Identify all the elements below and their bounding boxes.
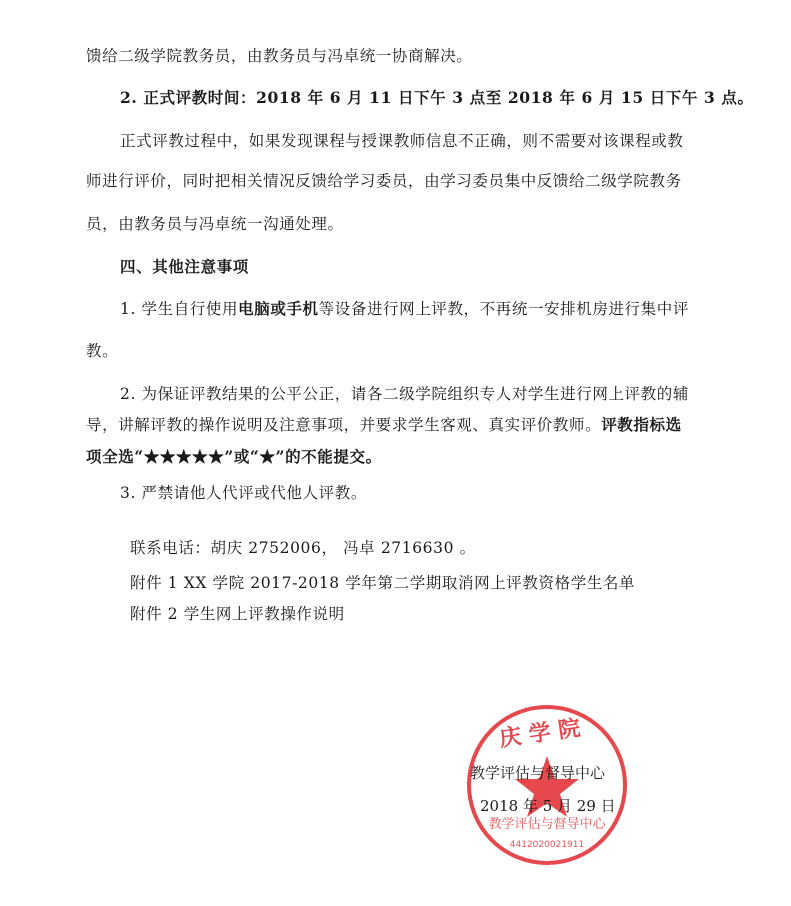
paragraph-line: 项全选“★★★★★”或“★”的不能提交。	[86, 447, 382, 466]
seal-top-text: 庆 学 院	[497, 715, 582, 753]
list-item-3: 3. 严禁请他人代评或代他人评教。	[120, 484, 367, 502]
list-item-text: 1. 学生自行使用	[120, 300, 239, 318]
contact-line: 联系电话：胡庆 2752006， 冯卓 2716630 。	[130, 539, 476, 557]
official-seal	[462, 700, 632, 870]
attachment-1: 附件 1 XX 学院 2017-2018 学年第二学期取消网上评教资格学生名单	[130, 574, 636, 592]
seal-bottom-text: 教学评估与督导中心	[488, 817, 606, 832]
paragraph-line: 正式评教过程中，如果发现课程与授课教师信息不正确，则不需要对该课程或教	[120, 132, 684, 150]
seal-serial: 4412020021911	[509, 840, 585, 850]
paragraph-line: 馈给二级学院教务员，由教务员与冯卓统一协商解决。	[86, 47, 473, 65]
section-heading: 四、其他注意事项	[120, 257, 249, 276]
list-item-emphasis: 电脑或手机	[238, 299, 319, 318]
list-item-1	[120, 299, 689, 319]
paragraph-line	[86, 415, 682, 435]
list-item-emphasis: 评教指标选	[601, 415, 682, 434]
list-item-text: 导，讲解评教的操作说明及注意事项，并要求学生客观、真实评价教师。	[86, 416, 602, 434]
paragraph-line: 教。	[86, 342, 119, 360]
seal-icon	[462, 700, 632, 870]
signature-org: 教学评估与督导中心	[470, 764, 606, 782]
signature-date: 2018 年 5 月 29 日	[480, 797, 616, 815]
list-item-text: 等设备进行网上评教，不再统一安排机房进行集中评	[318, 300, 689, 318]
list-item-2: 2. 为保证评教结果的公平公正，请各二级学院组织专人对学生进行网上评教的辅	[120, 385, 689, 403]
paragraph-line: 师进行评价，同时把相关情况反馈给学习委员，由学习委员集中反馈给二级学院教务	[86, 172, 682, 190]
paragraph-line: 员，由教务员与冯卓统一沟通处理。	[86, 215, 344, 233]
evaluation-time-line: 2. 正式评教时间：2018 年 6 月 11 日下午 3 点至 2018 年 6 月 15 日下午 3 点。	[120, 88, 754, 107]
attachment-2: 附件 2 学生网上评教操作说明	[130, 605, 345, 623]
